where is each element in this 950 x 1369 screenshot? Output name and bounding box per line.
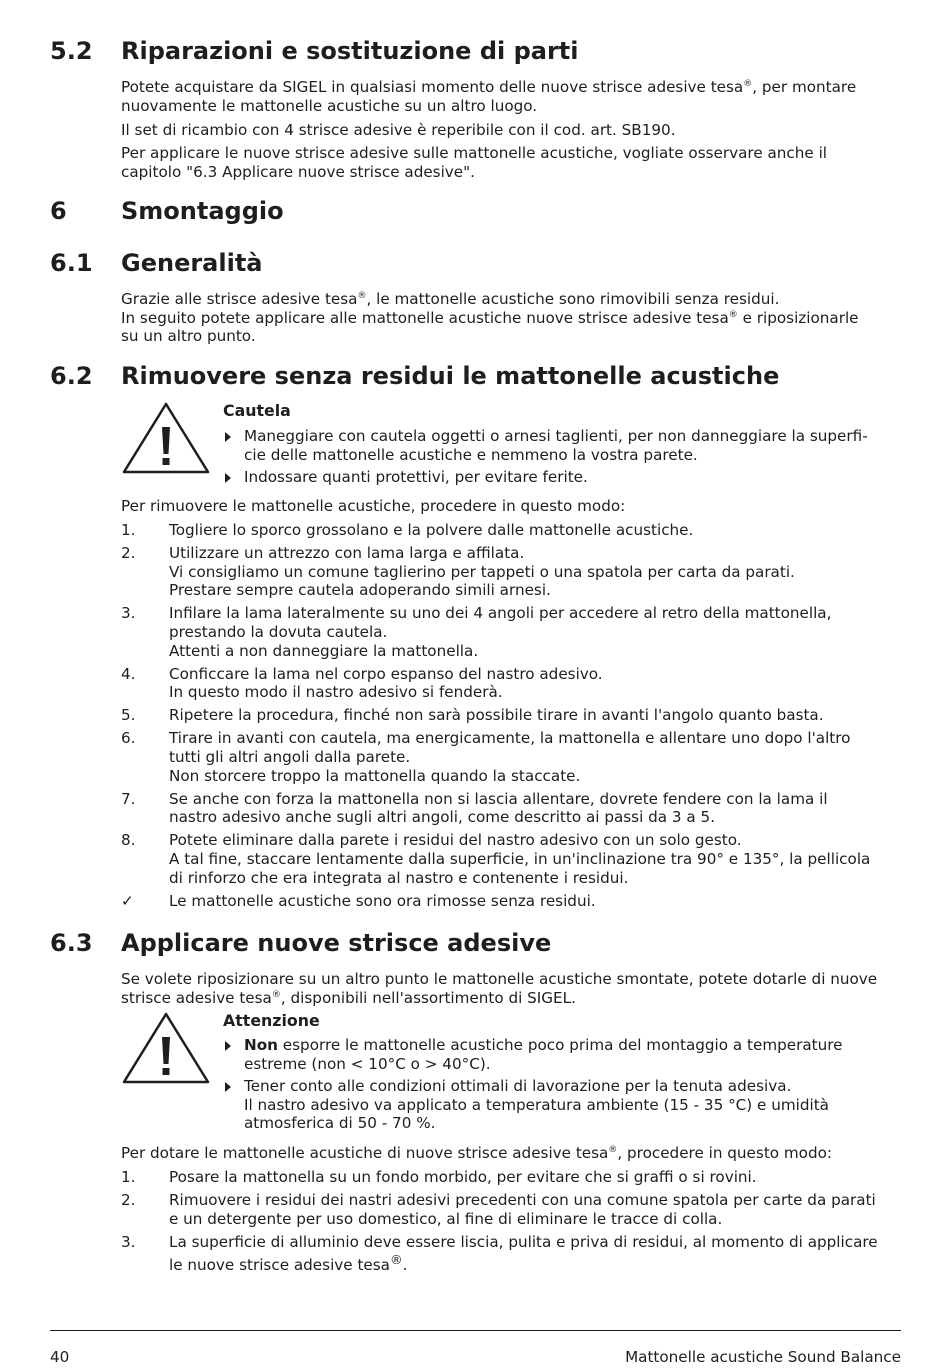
section-number: 6.1 [50, 249, 93, 277]
page-number: 40 [50, 1348, 70, 1366]
paragraph: Per dotare le mattonelle acustiche di nuove strisce adesive tesa®, procedere in questo modo: [121, 1144, 833, 1162]
section-title: Riparazioni e sostituzione di parti [121, 37, 579, 65]
list-item: 8. Potete eliminare dalla parete i residui del nastro adesivo con un solo gesto. A tal fine, staccare lentamente dalla superficie, in un'inclinazione tra 90° e 135°, la pellicola di rinforzo che era integrata al nastro e contenente i residui. [121, 831, 871, 887]
attention-list [223, 1036, 913, 1133]
section-title: Applicare nuove strisce adesive [121, 929, 552, 957]
paragraph: Per rimuovere le mattonelle acustiche, procedere in questo modo: [121, 497, 626, 515]
footer-title: Mattonelle acustiche Sound Balance [625, 1348, 901, 1366]
section-number: 6.3 [50, 929, 93, 957]
list-item: 4. Conficcare la lama nel corpo espanso del nastro adesivo. In questo modo il nastro adesivo si fenderà. [121, 664, 603, 702]
list-item: 1. Posare la mattonella su un fondo morbido, per evitare che si graffi o si rovini. [121, 1168, 757, 1186]
bullet-arrow-icon [225, 432, 231, 442]
list-item: 7. Se anche con forza la mattonella non si lascia allentare, dovrete fendere con la lama il nastro adesivo anche sugli altri angoli, come descritto ai passi da 3 a 5. [121, 789, 828, 827]
list-item: 6. Tirare in avanti con cautela, ma energicamente, la mattonella e allentare uno dopo l'altro tutti gli altri angoli dalla parete. Non storcere troppo la mattonella quando la staccate. [121, 729, 851, 785]
bullet-arrow-icon [225, 1082, 231, 1092]
section-number: 6.2 [50, 362, 93, 390]
section-title: Generalità [121, 249, 263, 277]
attention-item: Non esporre le mattonelle acustiche poco prima del montaggio a temperature estreme (non < 10°C o > 40°C). [223, 1036, 913, 1073]
paragraph: Il set di ricambio con 4 strisce adesive è reperibile con il cod. art. SB190. [121, 121, 676, 139]
list-item: 3. La superficie di alluminio deve essere liscia, pulita e priva di residui, al momento di applicare le nuove strisce adesive tesa®. [121, 1232, 878, 1275]
bullet-arrow-icon [225, 473, 231, 483]
result-item: ✓ Le mattonelle acustiche sono ora rimosse senza residui. [121, 891, 596, 910]
attention-title: Attenzione [223, 1011, 320, 1030]
bullet-arrow-icon [225, 1041, 231, 1051]
paragraph: Grazie alle strisce adesive tesa®, le mattonelle acustiche sono rimovibili senza residui. In seguito potete applicare alle mattonelle acustiche nuove strisce adesive tesa® e riposizionarle su un altro punto. [121, 290, 859, 346]
section-number: 6 [50, 197, 67, 225]
caution-item: Indossare quanti protettivi, per evitare ferite. [223, 468, 913, 487]
paragraph: Per applicare le nuove strisce adesive sulle mattonelle acustiche, vogliate osservare anche il capitolo "6.3 Applicare nuove strisce adesive". [121, 144, 828, 181]
list-item: 1. Togliere lo sporco grossolano e la polvere dalle mattonelle acustiche. [121, 521, 694, 539]
list-item: 2. Rimuovere i residui dei nastri adesivi precedenti con una comune spatola per carte da parati e un detergente per uso domestico, al fine di eliminare le tracce di colla. [121, 1191, 876, 1228]
removal-steps [121, 521, 911, 910]
list-item: 3. Infilare la lama lateralmente su uno dei 4 angoli per accedere al retro della mattonella, prestando la dovuta cautela. Attenti a non danneggiare la mattonella. [121, 604, 832, 660]
footer-divider [50, 1330, 901, 1331]
list-item: 2. Utilizzare un attrezzo con lama larga e affilata. Vi consigliamo un comune taglierino per tappeti o una spatola per carta da parati. Prestare sempre cautela adoperando simili arnesi. [121, 544, 795, 600]
paragraph: Potete acquistare da SIGEL in qualsiasi momento delle nuove strisce adesive tesa®, per montare nuovamente le mattonelle acustiche su un altro luogo. [121, 78, 857, 115]
paragraph: Se volete riposizionare su un altro punto le mattonelle acustiche smontate, potete dotarle di nuove strisce adesive tesa®, disponibili nell'assortimento di SIGEL. [121, 970, 878, 1007]
section-title: Rimuovere senza residui le mattonelle acustiche [121, 362, 780, 390]
attention-box [121, 1011, 911, 1136]
caution-box [121, 401, 911, 487]
checkmark-icon: ✓ [121, 891, 134, 910]
section-title: Smontaggio [121, 197, 284, 225]
list-item: 5. Ripetere la procedura, finché non sarà possibile tirare in avanti l'angolo quanto basta. [121, 706, 824, 725]
warning-triangle-icon [121, 401, 211, 475]
caution-item: Maneggiare con cautela oggetti o arnesi taglienti, per non danneggiare la superfi- cie delle mattonelle acustiche e nemmeno la vostra parete. [223, 427, 913, 464]
section-number: 5.2 [50, 37, 93, 65]
warning-triangle-icon [121, 1011, 211, 1085]
apply-steps [121, 1168, 911, 1275]
caution-list [223, 427, 913, 487]
caution-title: Cautela [223, 401, 291, 420]
attention-item: Tener conto alle condizioni ottimali di lavorazione per la tenuta adesiva. Il nastro adesivo va applicato a temperatura ambiente (15 - 35 °C) e umidità atmosferica di 50 - 70 %. [223, 1077, 913, 1133]
